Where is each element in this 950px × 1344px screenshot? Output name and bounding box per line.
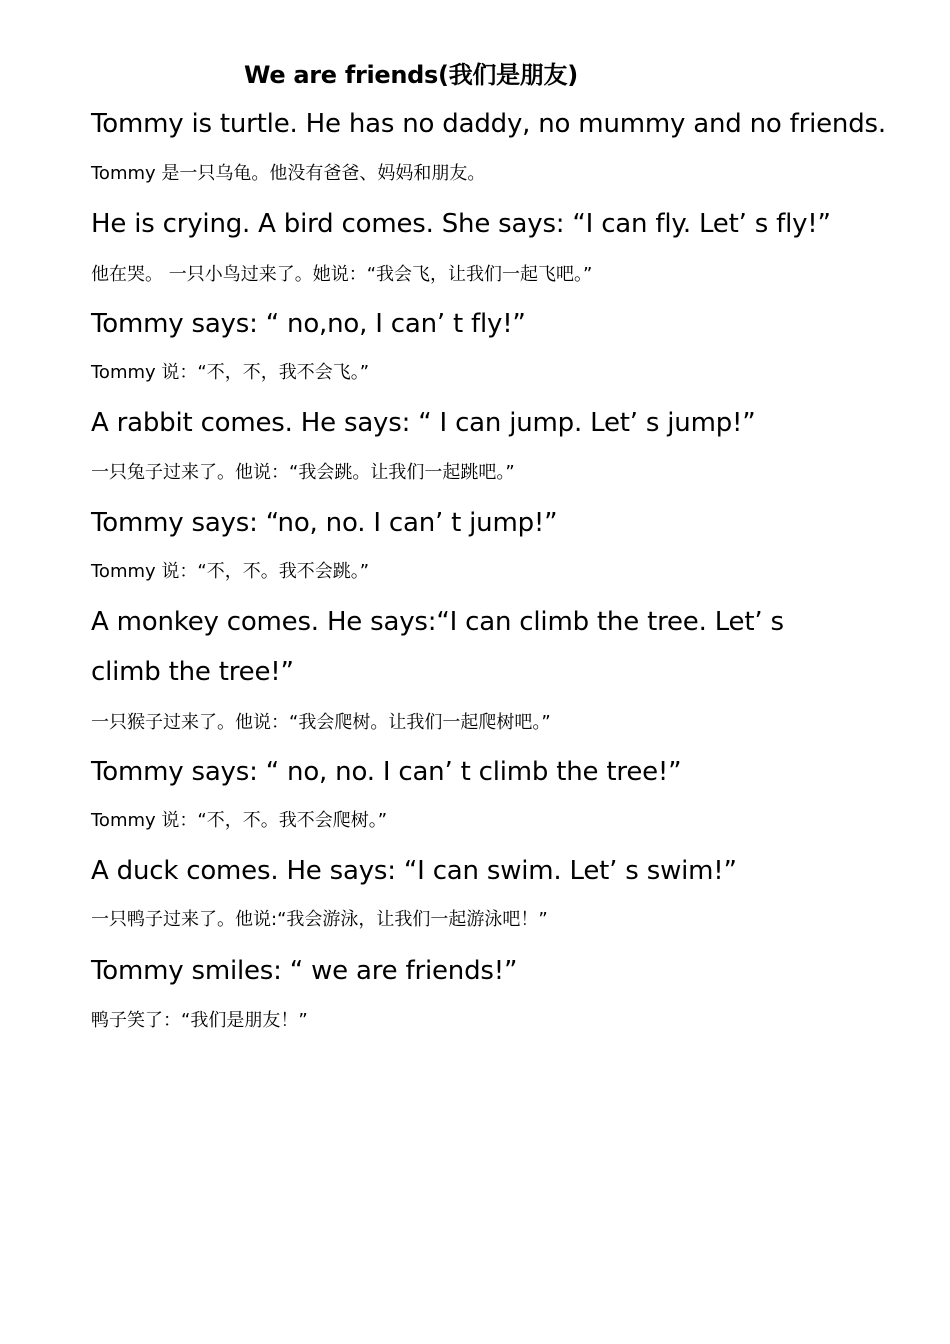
story-line-en: Tommy smiles: “ we are friends!” (91, 956, 518, 986)
story-line-zh: 一只猴子过来了。他说：“我会爬树。让我们一起爬树吧。” (91, 712, 551, 733)
story-line-en: Tommy says: “ no, no. I can’ t climb the tree!” (91, 757, 682, 787)
story-line-zh: 一只兔子过来了。他说：“我会跳。让我们一起跳吧。” (91, 462, 515, 483)
story-line-en: Tommy says: “ no,no, I can’ t fly!” (91, 309, 526, 339)
story-line-zh: 他在哭。 一只小鸟过来了。她说：“我会飞，让我们一起飞吧。” (91, 264, 593, 285)
story-line-zh: Tommy 说：“不，不。我不会爬树。” (91, 810, 388, 831)
story-line-en: Tommy is turtle. He has no daddy, no mummy and no friends. (91, 109, 886, 139)
story-line-zh: Tommy 是一只乌龟。他没有爸爸、妈妈和朋友。 (91, 163, 486, 184)
story-line-en: A monkey comes. He says:“I can climb the tree. Let’ s climb the tree!” (91, 607, 784, 687)
story-line-en: Tommy says: “no, no. I can’ t jump!” (91, 508, 558, 538)
story-line-en: He is crying. A bird comes. She says: “I can fly. Let’ s fly!” (91, 209, 831, 239)
page-title: We are friends(我们是朋友) (244, 61, 578, 89)
story-line-zh: Tommy 说：“不，不。我不会跳。” (91, 561, 370, 582)
story-line-zh: Tommy 说：“不，不，我不会飞。” (91, 362, 370, 383)
story-line-zh: 鸭子笑了：“我们是朋友！” (91, 1010, 308, 1031)
story-line-zh: 一只鸭子过来了。他说:“我会游泳，让我们一起游泳吧！” (91, 909, 548, 930)
story-line-en: A rabbit comes. He says: “ I can jump. Let’ s jump!” (91, 408, 756, 438)
story-line-en: A duck comes. He says: “I can swim. Let’ s swim!” (91, 856, 737, 886)
